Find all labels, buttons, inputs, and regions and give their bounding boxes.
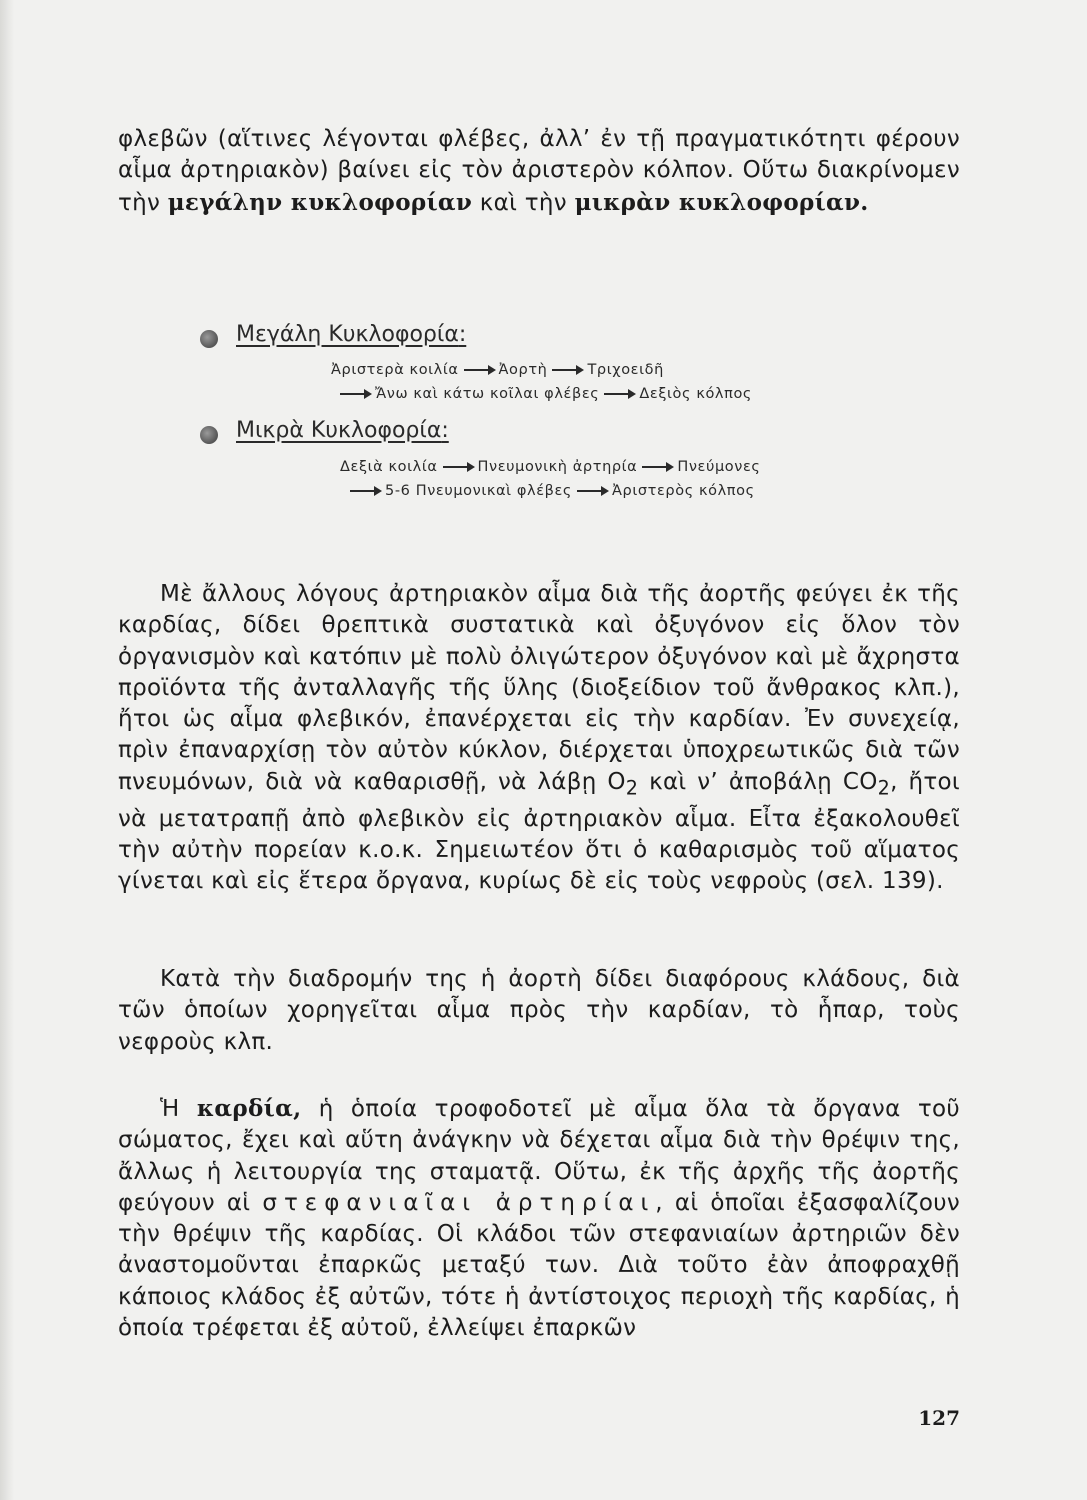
p4-bold-heart: καρδία, — [196, 1095, 302, 1122]
p2-text-a: Μὲ ἄλλους λόγους ἀρτηριακὸν αἷμα διὰ τῆς ἀορτῆς φεύγει ἐκ τῆς καρδίας, δίδει θρεπτικὰ συστατικὰ καὶ ὀξυγόνον εἰς ὅλον τὸν ὀργανισμὸν καὶ κατόπιν μὲ πολὺ ὀλιγώτερον ὀξυγόνον καὶ μὲ ἄχρηστα προϊόντα τῆς ἀνταλλαγῆς τῆς ὕλης (διοξείδιον τοῦ ἄνθρακος κλπ.), ἤτοι ὡς αἷμα φλεβικόν, ἐπανέρχεται εἰς τὴν καρδίαν. Ἐν συνεχείᾳ, πρὶν ἐπαναρχίσῃ τὸν αὐτὸν κύκλον, διέρχεται ὑποχρεωτικῶς διὰ τῶν πνευμόνων, διὰ νὰ καθαρισθῇ, νὰ λάβῃ O — [118, 581, 960, 795]
step-left-ventricle: Ἀριστερὰ κοιλία — [331, 362, 459, 378]
p2-text-c: , ἤτοι νὰ μετατραπῇ ἀπὸ φλεβικὸν εἰς ἀρτηριακὸν αἷμα. Εἶτα ἐξακολουθεῖ τὴν αὐτὴν πορείαν κ.ο.κ. Σημειωτέον ὅτι ὁ καθαρισμὸς τοῦ αἵματος γίνεται καὶ εἰς ἕτερα ὄργανα, κυρίως δὲ εἰς τοὺς νεφροὺς (σελ. 139). — [118, 768, 960, 895]
p4-text-b: ἡ ὁποία τροφοδοτεῖ μὲ αἷμα ὅλα τὰ ὄργανα τοῦ σώματος, ἔχει καὶ αὕτη ἀνάγκην νὰ δέχεται αἷμα διὰ τὴν θρέψιν της, ἄλλως ἡ λειτουργία της σταματᾷ. Οὕτω, ἐκ τῆς ἀρχῆς τῆς ἀορτῆς φεύγουν αἱ — [118, 1096, 960, 1216]
step-right-ventricle: Δεξιὰ κοιλία — [340, 459, 438, 475]
p4-text-a: Ἡ — [160, 1096, 197, 1122]
bullet-icon — [200, 426, 218, 444]
arrow-right-icon — [464, 369, 494, 371]
p2-subscript-o2: 2 — [625, 776, 639, 800]
p4-text-c: , αἱ ὁποῖαι ἐξασφαλίζουν τὴν θρέψιν τῆς καρδίας. Οἱ κλάδοι τῶν στεφανιαίων ἀρτηριῶν δὲν ἀναστομοῦνται ἐπαρκῶς μεταξύ των. Διὰ τοῦτο ἐὰν ἀποφραχθῇ κάποιος κλάδος ἐξ αὐτῶν, τότε ἡ ἀντίστοιχος περιοχὴ τῆς καρδίας, ἡ ὁποία τρέφεται ἐξ αὐτοῦ, ἐλλείψει ἐπαρκῶν — [118, 1189, 960, 1342]
arrow-right-icon — [577, 490, 607, 492]
step-pulmonary-artery: Πνευμονικὴ ἀρτηρία — [477, 459, 638, 475]
bullet-icon — [200, 330, 218, 348]
arrow-right-icon — [552, 369, 582, 371]
large-circulation-heading — [236, 322, 466, 347]
large-circulation-line-1 — [331, 362, 664, 378]
step-lungs: Πνεύμονες — [677, 459, 761, 475]
step-left-atrium: Ἀριστερὸς κόλπος — [612, 483, 755, 499]
large-circulation-title: Μεγάλη Κυκλοφορία — [236, 322, 459, 347]
arrow-right-icon — [642, 466, 672, 468]
paragraph-heart — [118, 1093, 960, 1344]
page-number: 127 — [918, 1406, 960, 1430]
step-right-atrium: Δεξιὸς κόλπος — [639, 386, 753, 402]
p1-text-a: φλεβῶν (αἵτινες λέγονται φλέβες, ἀλλ’ ἐν τῇ πραγματικότητι φέρουν αἷμα ἀρτηριακὸν) βαίνει εἰς τὸν ἀριστερὸν κόλπον. Οὕτω διακρίνομεν τὴν — [118, 126, 960, 216]
circulation-diagram — [200, 318, 900, 518]
paragraph-circulation-summary — [118, 579, 960, 898]
p2-text-b: καὶ ν’ ἀποβάλῃ CO — [638, 768, 878, 795]
p1-text-b: καὶ τὴν — [472, 189, 575, 216]
p1-bold-large-circulation: μεγάλην κυκλοφορίαν — [167, 188, 473, 216]
paragraph-intro — [118, 124, 960, 219]
arrow-right-icon — [604, 393, 634, 395]
paragraph-aorta-branches: Κατὰ τὴν διαδρομήν της ἡ ἀορτὴ δίδει διαφόρους κλάδους, διὰ τῶν ὁποίων χορηγεῖται αἷμα πρὸς τὴν καρδίαν, τὸ ἧπαρ, τοὺς νεφροὺς κλπ. — [118, 966, 960, 1055]
page-edge-shadow — [0, 0, 14, 1500]
small-circulation-heading — [236, 418, 449, 443]
heading-colon: : — [458, 322, 467, 347]
arrow-right-icon — [340, 393, 370, 395]
small-circulation-line-1 — [340, 459, 761, 475]
heading-colon: : — [441, 418, 449, 443]
small-circulation-line-2 — [350, 483, 755, 499]
p4-spaced-coronary-arteries: στεφανιαῖαι ἀρτηρίαι — [262, 1189, 656, 1216]
step-pulmonary-veins: 5-6 Πνευμονικαὶ φλέβες — [385, 483, 573, 499]
step-aorta: Ἀορτὴ — [498, 362, 548, 378]
small-circulation-title: Μικρὰ Κυκλοφορία — [236, 418, 442, 443]
arrow-right-icon — [443, 466, 473, 468]
large-circulation-line-2 — [340, 386, 752, 402]
p2-subscript-co2: 2 — [877, 776, 891, 800]
step-venae-cavae: Ἄνω καὶ κάτω κοῖλαι φλέβες — [375, 386, 600, 402]
p1-bold-small-circulation: μικρὰν κυκλοφορίαν. — [574, 188, 869, 216]
step-capillaries: Τριχοειδῆ — [587, 362, 664, 378]
arrow-right-icon — [350, 490, 380, 492]
